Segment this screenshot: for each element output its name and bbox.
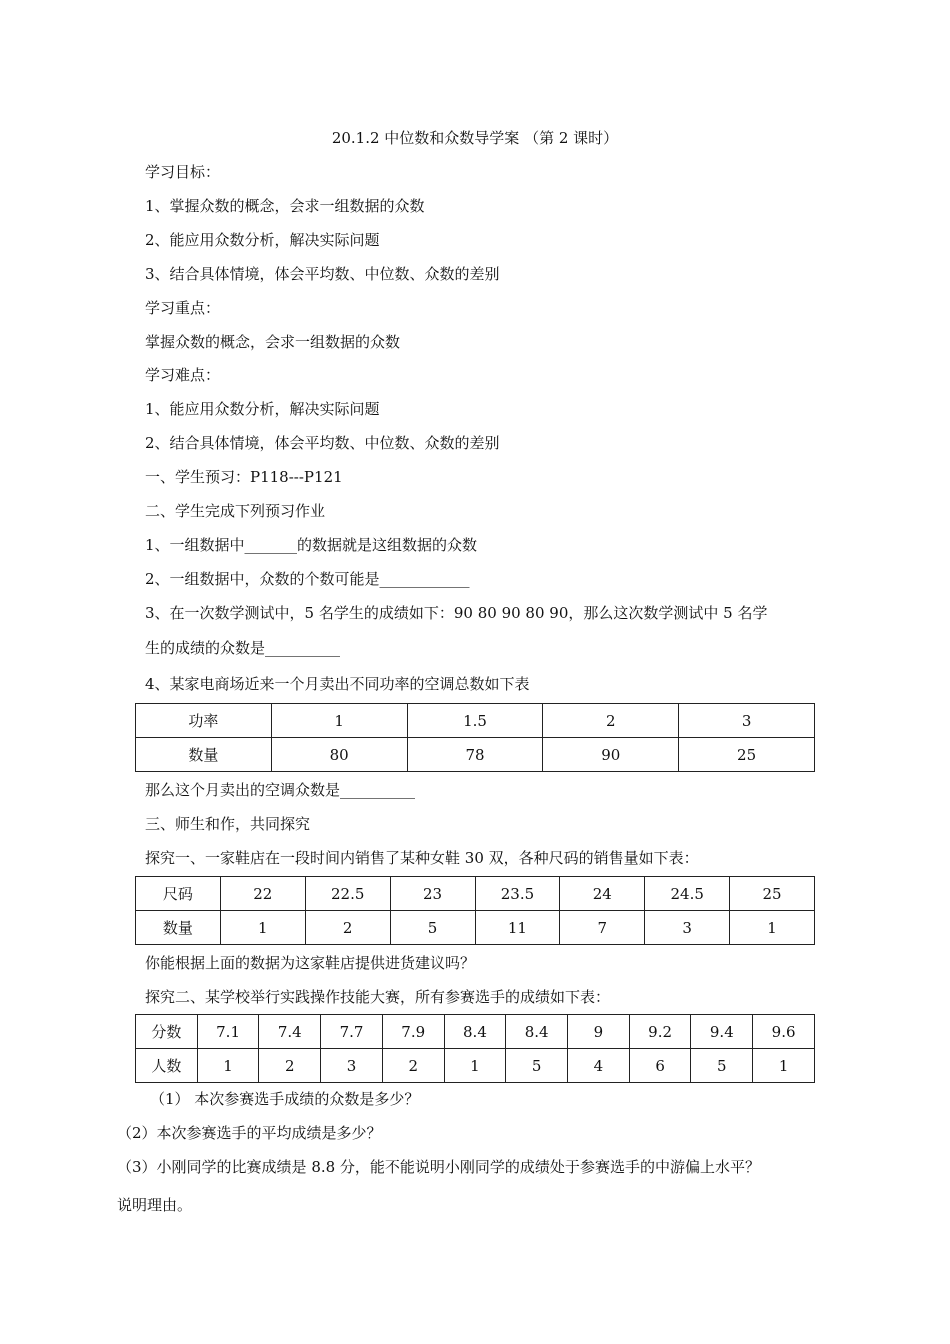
difficulty-item: 1、能应用众数分析，解决实际问题: [145, 400, 380, 418]
objective-item: 1、掌握众数的概念，会求一组数据的众数: [145, 197, 425, 215]
table-cell: 1.5: [407, 704, 543, 738]
sub-question-2: （2）本次参赛选手的平均成绩是多少？: [117, 1124, 382, 1142]
table-cell: 11: [475, 911, 560, 945]
table-cell: 9.2: [629, 1015, 691, 1049]
table-cell: 5: [390, 911, 475, 945]
table-cell: 3: [679, 704, 815, 738]
question-4: 4、某家电商场近来一个月卖出不同功率的空调总数如下表: [145, 675, 530, 693]
table-cell: 5: [691, 1049, 753, 1083]
key-heading: 学习重点：: [145, 299, 221, 317]
table-cell: 3: [321, 1049, 383, 1083]
table-cell: 78: [407, 738, 543, 772]
key-point: 掌握众数的概念，会求一组数据的众数: [145, 333, 401, 351]
table-row: [136, 738, 815, 772]
table-cell: 2: [382, 1049, 444, 1083]
explore-1-question: 你能根据上面的数据为这家鞋店提供进货建议吗？: [145, 954, 476, 972]
objective-item: 2、能应用众数分析，解决实际问题: [145, 231, 380, 249]
section-3-heading: 三、师生和作，共同探究: [145, 815, 311, 833]
table-cell: 8.4: [506, 1015, 568, 1049]
table-cell: 1: [220, 911, 305, 945]
table-cell: 9: [568, 1015, 630, 1049]
table-cell: 7.4: [259, 1015, 321, 1049]
table-cell: 尺码: [136, 877, 221, 911]
question-4-answer: 那么这个月卖出的空调众数是__________: [145, 781, 416, 799]
score-table: [135, 1014, 815, 1083]
question-1: 1、一组数据中_______的数据就是这组数据的众数: [145, 536, 478, 554]
table-cell: 24: [560, 877, 645, 911]
table-cell: 7.9: [382, 1015, 444, 1049]
table-row: [136, 1049, 815, 1083]
difficulty-item: 2、结合具体情境，体会平均数、中位数、众数的差别: [145, 434, 500, 452]
table-cell: 8.4: [444, 1015, 506, 1049]
table-cell: 9.6: [753, 1015, 815, 1049]
question-2: 2、一组数据中，众数的个数可能是____________: [145, 570, 470, 588]
table-cell: 80: [271, 738, 407, 772]
table-cell: 功率: [136, 704, 272, 738]
question-3-line1: 3、在一次数学测试中，5 名学生的成绩如下：90 80 90 80 90，那么这次数学测试中 5 名学: [145, 604, 768, 622]
difficulty-heading: 学习难点：: [145, 366, 221, 384]
question-3-line2: 生的成绩的众数是__________: [145, 639, 341, 657]
objective-item: 3、结合具体情境，体会平均数、中位数、众数的差别: [145, 265, 500, 283]
table-cell: 分数: [136, 1015, 198, 1049]
sub-question-3-line2: 说明理由。: [117, 1196, 193, 1214]
table-cell: 25: [679, 738, 815, 772]
explore-1-text: 探究一、一家鞋店在一段时间内销售了某种女鞋 30 双，各种尺码的销售量如下表：: [145, 849, 699, 867]
table-cell: 7.1: [197, 1015, 259, 1049]
table-cell: 7.7: [321, 1015, 383, 1049]
table-row: [136, 877, 815, 911]
table-row: [136, 911, 815, 945]
table-cell: 人数: [136, 1049, 198, 1083]
power-sales-table: [135, 703, 815, 772]
table-cell: 2: [305, 911, 390, 945]
homework-heading: 二、学生完成下列预习作业: [145, 502, 326, 520]
table-cell: 数量: [136, 911, 221, 945]
table-cell: 90: [543, 738, 679, 772]
table-cell: 2: [259, 1049, 321, 1083]
table-cell: 25: [730, 877, 815, 911]
table-cell: 7: [560, 911, 645, 945]
sub-question-3-line1: （3）小刚同学的比赛成绩是 8.8 分，能不能说明小刚同学的成绩处于参赛选手的中游偏上水平？: [117, 1158, 760, 1176]
table-cell: 1: [753, 1049, 815, 1083]
table-cell: 24.5: [645, 877, 730, 911]
table-cell: 23.5: [475, 877, 560, 911]
sub-question-1: （1） 本次参赛选手成绩的众数是多少？: [150, 1090, 420, 1108]
page-title: 20.1.2 中位数和众数导学案 （第 2 课时）: [331, 129, 619, 147]
table-cell: 22: [220, 877, 305, 911]
table-cell: 1: [197, 1049, 259, 1083]
preview-range: 一、学生预习：P118---P121: [145, 468, 343, 486]
table-cell: 5: [506, 1049, 568, 1083]
table-row: [136, 1015, 815, 1049]
table-cell: 9.4: [691, 1015, 753, 1049]
table-cell: 1: [730, 911, 815, 945]
table-row: [136, 704, 815, 738]
table-cell: 2: [543, 704, 679, 738]
table-cell: 4: [568, 1049, 630, 1083]
shoe-size-table: [135, 876, 815, 945]
table-cell: 6: [629, 1049, 691, 1083]
objectives-heading: 学习目标：: [145, 163, 221, 181]
table-cell: 3: [645, 911, 730, 945]
table-cell: 22.5: [305, 877, 390, 911]
table-cell: 23: [390, 877, 475, 911]
table-cell: 1: [444, 1049, 506, 1083]
explore-2-text: 探究二、某学校举行实践操作技能大赛，所有参赛选手的成绩如下表：: [145, 988, 611, 1006]
table-cell: 数量: [136, 738, 272, 772]
table-cell: 1: [271, 704, 407, 738]
